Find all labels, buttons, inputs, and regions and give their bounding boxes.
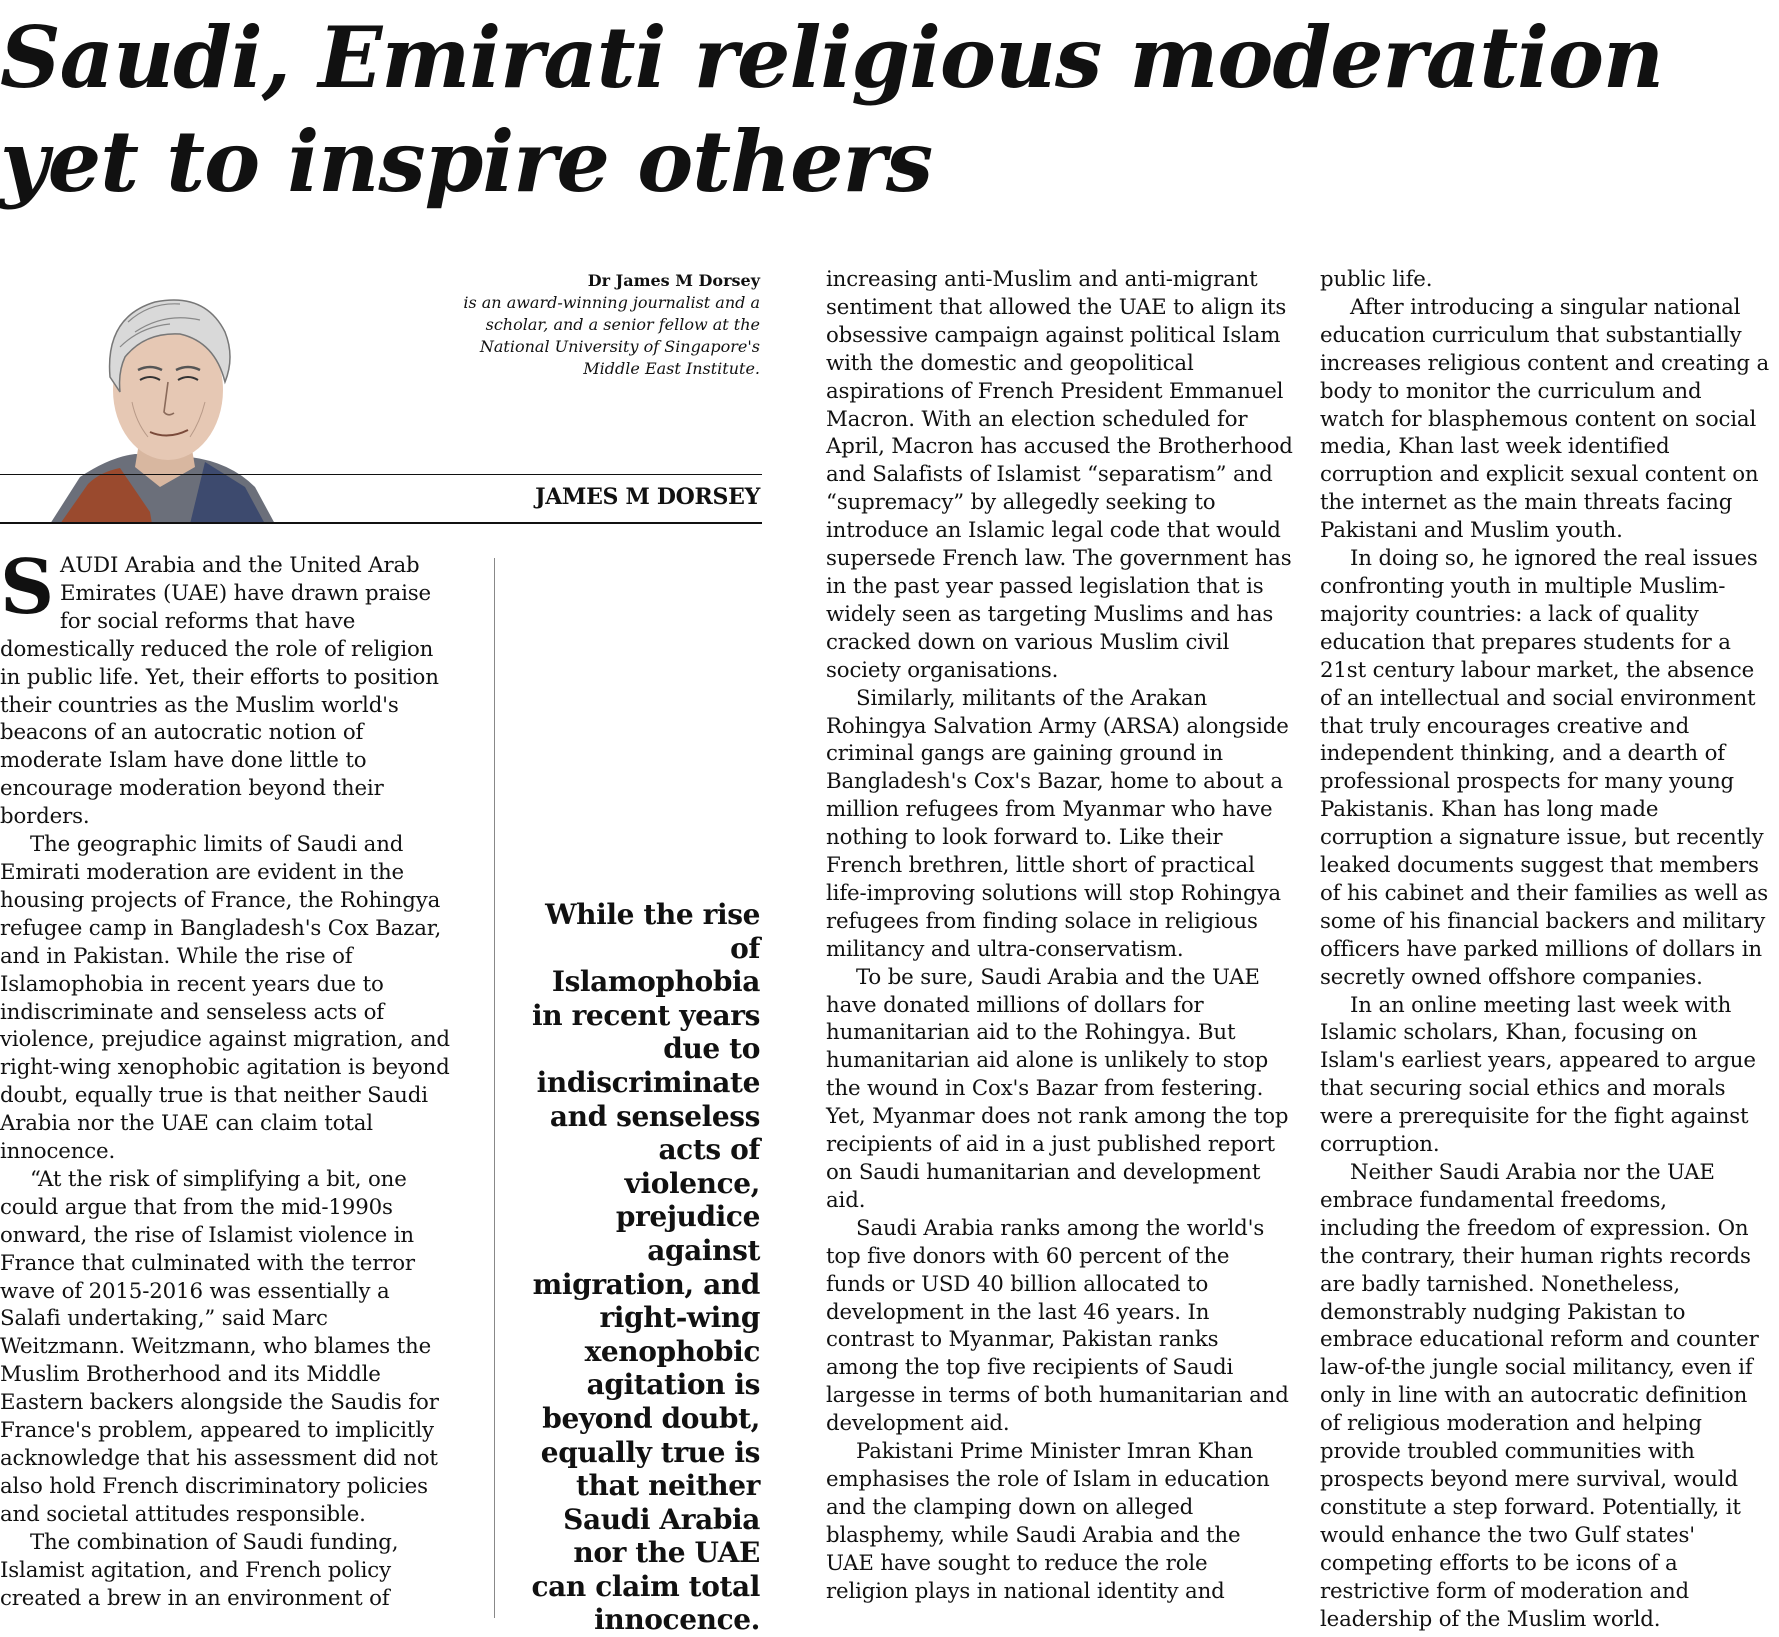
- article-paragraph: Saudi Arabia ranks among the world's top five donors with 60 percent of the funds or USD 40 billion allocated to development in the last 46 years. In contrast to Myanmar, Pakistan ranks among the top five recipients of Saudi largesse in terms of both humanitarian and development aid.: [826, 1215, 1289, 1437]
- article-paragraph: increasing anti-Muslim and anti-migrant sentiment that allowed the UAE to align its obsessive campaign against political Islam with the domestic and geopolitical aspirations of French President Emmanuel Macron. With an election scheduled for April, Macron has accused the Brotherhood and Salafists of Islamist “separatism” and “supremacy” by allegedly seeking to introduce an Islamic legal code that would supersede French law. The government has in the past year passed legislation that is widely seen as targeting Muslims and has cracked down on various Muslim civil society organisations.: [826, 267, 1293, 683]
- article-paragraph: [0, 543, 455, 831]
- drop-cap: S: [0, 543, 55, 631]
- author-bio-description: is an award-winning journalist and a scholar, and a senior fellow at the National University of Singapore's Middle East Institute.: [463, 293, 760, 378]
- article-column-3: [1320, 266, 1772, 1633]
- article-column-2: [826, 266, 1294, 1606]
- column-divider: [494, 558, 495, 1618]
- article-paragraph: Neither Saudi Arabia nor the UAE embrace fundamental freedoms, including the freedom of expression. On the contrary, their human rights records are badly tarnished. Nonetheless, demonstrably nudging Pakistan to embrace educational reform and counter law-of-the jungle social militancy, even if only in line with an autocratic definition of religious moderation and helping provide troubled communities with prospects beyond mere survival, would constitute a step forward. Potentially, it would enhance the two Gulf states' competing efforts to be icons of a restrictive form of moderation and leadership of the Muslim world.: [1320, 1160, 1759, 1632]
- article-paragraph: After introducing a singular national education curriculum that substantially increases religious content and creating a body to monitor the curriculum and watch for blasphemous content on social media, Khan last week identified corruption and explicit sexual content on the internet as the main threats facing Pakistani and Muslim youth.: [1320, 294, 1770, 544]
- article-paragraph: public life.: [1320, 267, 1433, 292]
- author-bio: [430, 270, 760, 380]
- article-paragraph-text: AUDI Arabia and the United Arab Emirates (UAE) have drawn praise for social reforms that have domestically reduced the role of religion in public life. Yet, their efforts to position their countries as the Muslim world's beacons of an autocratic notion of moderate Islam have done little to encourage moderation beyond their borders.: [0, 553, 439, 830]
- article-paragraph: To be sure, Saudi Arabia and the UAE have donated millions of dollars for humanitarian aid to the Rohingya. But humanitarian aid alone is unlikely to stop the wound in Cox's Bazar from festering. Yet, Myanmar does not rank among the top recipients of aid in a just published report on Saudi humanitarian and development aid.: [826, 964, 1289, 1213]
- byline-bottom-rule: [0, 522, 762, 524]
- byline-top-rule: [0, 474, 762, 475]
- article-column-1: [0, 543, 455, 1612]
- article-paragraph: The geographic limits of Saudi and Emirati moderation are evident in the housing projects of France, the Rohingya refugee camp in Bangladesh's Cox Bazar, and in Pakistan. While the rise of Islamophobia in recent years due to indiscriminate and senseless acts of violence, prejudice against migration, and right-wing xenophobic agitation is beyond doubt, equally true is that neither Saudi Arabia nor the UAE can claim total innocence.: [0, 832, 450, 1165]
- author-bio-name: Dr James M Dorsey: [587, 271, 760, 290]
- headline: Saudi, Emirati religious moderation yet to inspire others: [0, 8, 1664, 211]
- article-paragraph: In doing so, he ignored the real issues confronting youth in multiple Muslim-majority countries: a lack of quality education that prepares students for a 21st century labour market, the absence of an intellectual and social environment that truly encourages creative and independent thinking, and a dearth of professional prospects for many young Pakistanis. Khan has long made corruption a signature issue, but recently leaked documents suggest that members of his cabinet and their families as well as some of his financial backers and military officers have parked millions of dollars in secretly owned offshore companies.: [1320, 546, 1769, 990]
- article-paragraph: “At the risk of simplifying a bit, one could argue that from the mid-1990s onward, the rise of Islamist violence in France that culminated with the terror wave of 2015-2016 was essentially a Salafi undertaking,” said Marc Weitzmann. Weitzmann, who blames the Muslim Brotherhood and its Middle Eastern backers alongside the Saudis for France's problem, appeared to implicitly acknowledge that his assessment did not also hold French discriminatory policies and societal attitudes responsible.: [0, 1166, 439, 1527]
- article-paragraph: The combination of Saudi funding, Islamist agitation, and French policy created a brew in an environment of: [0, 1529, 399, 1611]
- pull-quote: While the rise of Islamophobia in recent years due to indiscriminate and senseless acts of violence, prejudice against migration, and right-wing xenophobic agitation is beyond doubt, equally true is that neither Saudi Arabia nor the UAE can claim total innocence.: [531, 898, 760, 1637]
- article-paragraph: Pakistani Prime Minister Imran Khan emphasises the role of Islam in education and the clamping down on alleged blasphemy, while Saudi Arabia and the UAE have sought to reduce the role religion plays in national identity and: [826, 1439, 1270, 1604]
- byline: JAMES M DORSEY: [535, 484, 760, 510]
- article-paragraph: Similarly, militants of the Arakan Rohingya Salvation Army (ARSA) alongside criminal gangs are gaining ground in Bangladesh's Cox's Bazar, home to about a million refugees from Myanmar who have nothing to look forward to. Like their French brethren, little short of practical life-improving solutions will stop Rohingya refugees from finding solace in religious militancy and ultra-conservatism.: [826, 685, 1289, 962]
- article-paragraph: In an online meeting last week with Islamic scholars, Khan, focusing on Islam's earliest years, appeared to argue that securing social ethics and morals were a prerequisite for the fight against corruption.: [1320, 992, 1756, 1158]
- author-portrait: [40, 272, 290, 524]
